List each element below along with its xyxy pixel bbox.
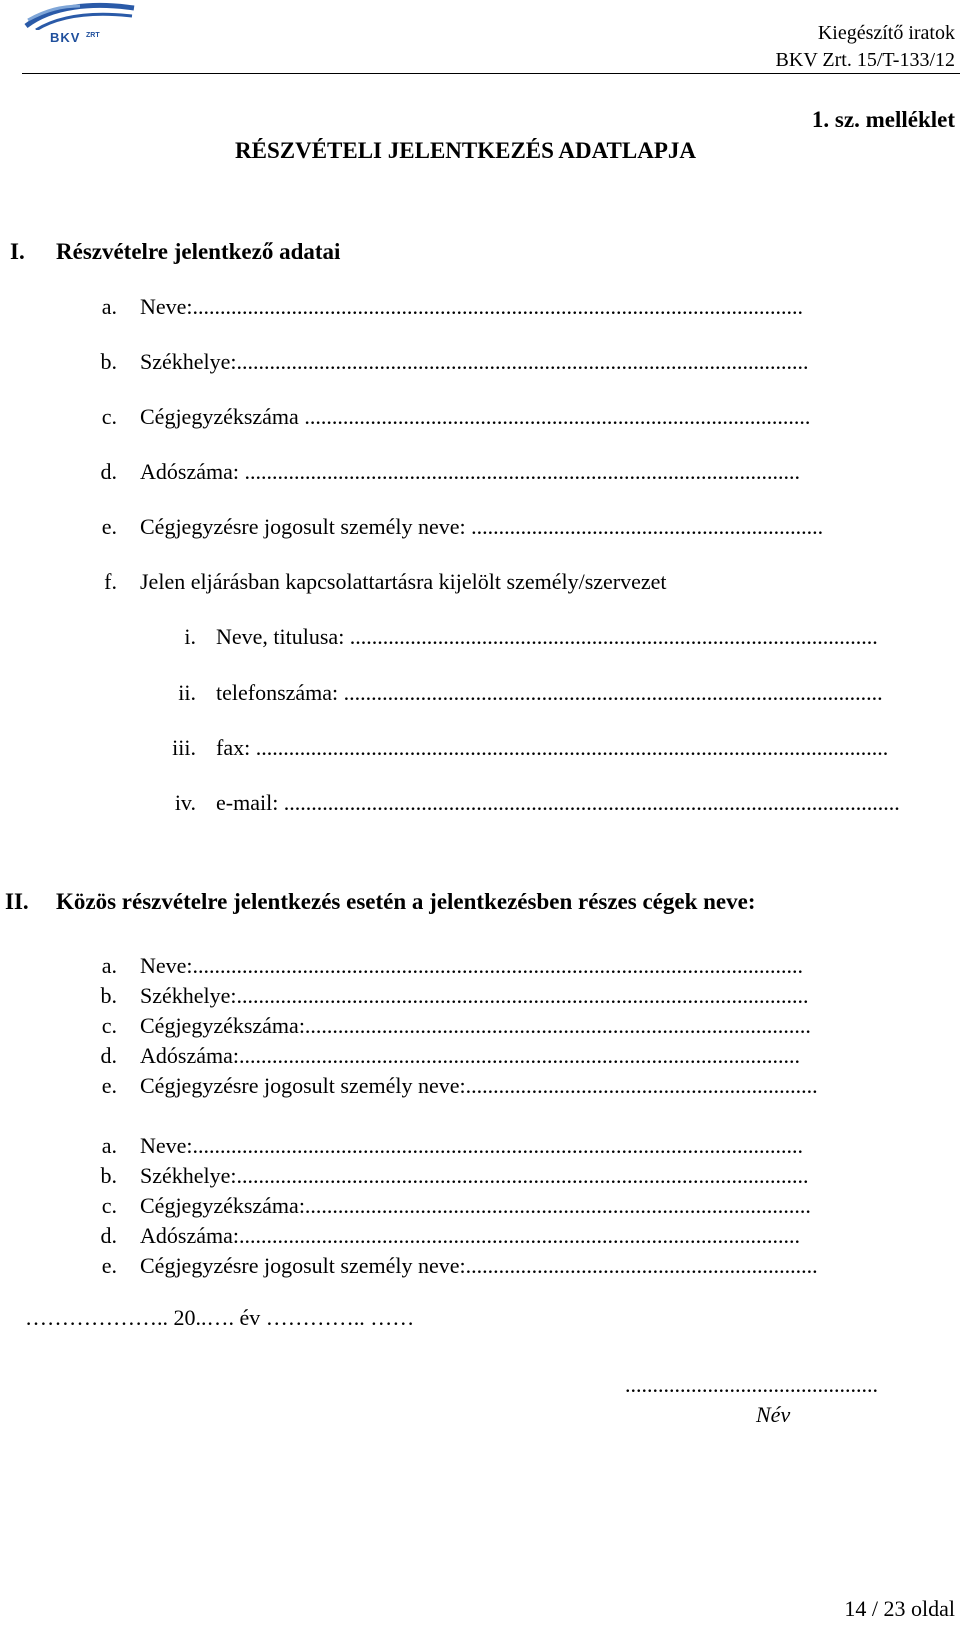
item-label: f.: [104, 569, 117, 594]
item-field: telefonszáma: ..................................................................................................: [216, 680, 883, 705]
svg-text:BKV: BKV: [50, 30, 81, 45]
item-field: Jelen eljárásban kapcsolattartásra kijelölt személy/szervezet: [140, 569, 667, 594]
item-label: e.: [101, 514, 117, 539]
item-label: c.: [101, 404, 117, 429]
item-label: b.: [100, 983, 117, 1008]
bkv-logo-icon: [22, 0, 140, 48]
section1-heading: Részvételre jelentkező adatai: [56, 239, 341, 264]
signature-line: ..............................................: [625, 1372, 878, 1397]
item-field: Adószáma:......................................................................................................: [140, 1043, 800, 1068]
doc-ref: BKV Zrt. 15/T-133/12: [775, 49, 955, 71]
item-field: Cégjegyzékszáma:............................................................................................: [140, 1193, 811, 1218]
item-label: d.: [100, 1223, 117, 1248]
item-label: e.: [101, 1253, 117, 1278]
bkv-logo: [22, 0, 140, 48]
item-field: Neve:...............................................................................................................: [140, 294, 804, 319]
item-label: c.: [101, 1193, 117, 1218]
annex-label: 1. sz. melléklet: [811, 107, 955, 132]
section1-number: I.: [10, 239, 25, 264]
doc-type: Kiegészítő iratok: [817, 22, 955, 44]
item-label: i.: [184, 624, 196, 649]
section2-number: II.: [5, 889, 29, 914]
item-label: b.: [100, 1163, 117, 1188]
page-number: 14 / 23 oldal: [844, 1596, 955, 1621]
item-field: Cégjegyzésre jogosult személy neve: ................................................................: [140, 514, 824, 539]
item-field: Székhelye:........................................................................................................: [140, 349, 809, 374]
item-field: e-mail: ................................................................................................................: [216, 790, 900, 815]
item-field: Székhelye:........................................................................................................: [140, 1163, 809, 1188]
item-field: Adószáma: .....................................................................................................: [140, 459, 800, 484]
item-label: c.: [101, 1013, 117, 1038]
item-field: Adószáma:......................................................................................................: [140, 1223, 800, 1248]
section2-heading: Közös részvételre jelentkezés esetén a jelentkezésben részes cégek neve:: [56, 889, 756, 914]
item-field: Cégjegyzésre jogosult személy neve:................................................................: [140, 1253, 818, 1278]
item-label: b.: [100, 349, 117, 374]
page-title: RÉSZVÉTELI JELENTKEZÉS ADATLAPJA: [235, 138, 696, 163]
header-divider: [22, 73, 960, 74]
item-field: Neve:...............................................................................................................: [140, 1133, 804, 1158]
item-label: a.: [101, 1133, 117, 1158]
signature-name: Név: [756, 1402, 791, 1427]
item-field: Cégjegyzékszáma ............................................................................................: [140, 404, 811, 429]
item-label: d.: [100, 459, 117, 484]
item-field: fax: ...................................................................................................................: [216, 735, 889, 760]
item-label: e.: [101, 1073, 117, 1098]
item-field: Neve:...............................................................................................................: [140, 953, 804, 978]
item-label: d.: [100, 1043, 117, 1068]
item-field: Cégjegyzésre jogosult személy neve:................................................................: [140, 1073, 818, 1098]
item-label: a.: [101, 953, 117, 978]
item-label: iii.: [172, 735, 196, 760]
item-label: a.: [101, 294, 117, 319]
item-label: iv.: [174, 790, 196, 815]
date-line: ……………….. 20..…. év ………….. ……: [25, 1305, 415, 1330]
svg-text:ZRT: ZRT: [86, 32, 100, 39]
item-field: Neve, titulusa: ................................................................................................: [216, 624, 878, 649]
item-label: ii.: [178, 680, 196, 705]
item-field: Cégjegyzékszáma:............................................................................................: [140, 1013, 811, 1038]
item-field: Székhelye:........................................................................................................: [140, 983, 809, 1008]
